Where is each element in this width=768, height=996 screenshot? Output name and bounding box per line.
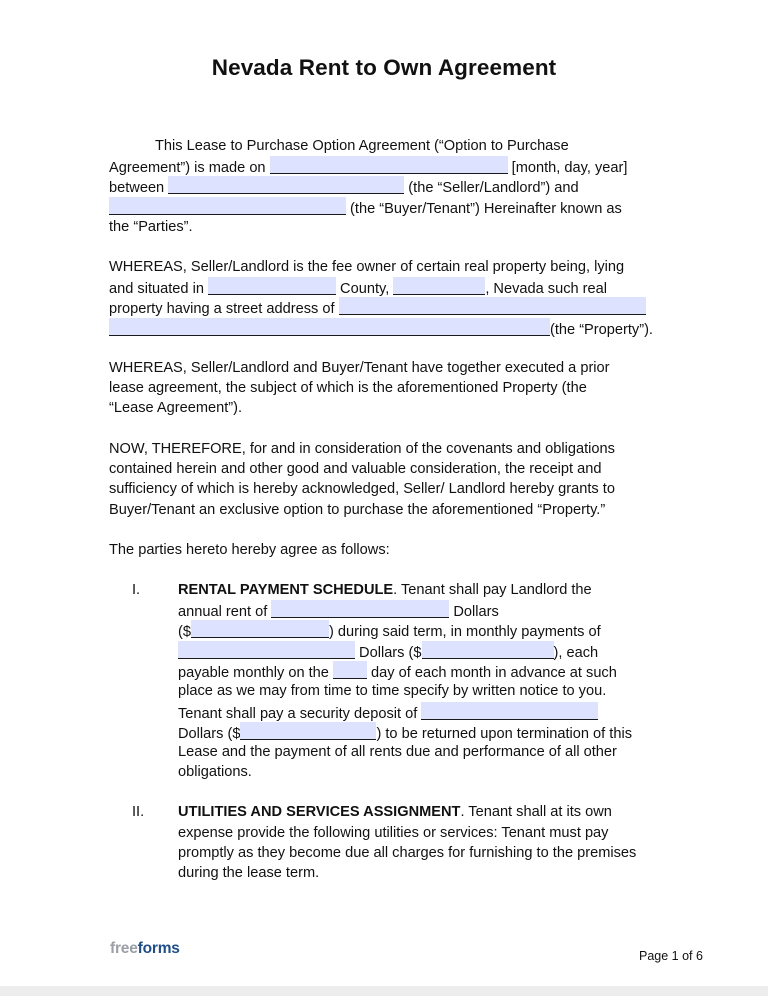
section-1-text: day of each month in advance at such (366, 665, 617, 681)
p2-line-2 (109, 277, 607, 298)
p1-text: [month, day, year] (507, 160, 628, 176)
section-1-text: Dollars ($ (178, 726, 241, 742)
section-1-heading: RENTAL PAYMENT SCHEDULE (178, 582, 394, 598)
freeforms-logo[interactable] (110, 940, 180, 958)
p2-text: County, (336, 281, 394, 297)
city-field[interactable] (393, 277, 485, 295)
p1-line-3 (109, 176, 579, 197)
section-1-line-3 (178, 620, 601, 641)
p3-line-1: WHEREAS, Seller/Landlord and Buyer/Tenant have together executed a prior (109, 360, 610, 376)
p3-line-2: lease agreement, the subject of which is the aforementioned Property (the (109, 380, 587, 396)
section-2-number: II. (132, 804, 145, 820)
section-1-number: I. (132, 582, 141, 598)
p1-text: (the “Buyer/Tenant”) Hereinafter known as (346, 201, 622, 217)
document-title: Nevada Rent to Own Agreement (211, 55, 557, 80)
p1-text: (the “Seller/Landlord”) and (404, 180, 579, 196)
section-1-line-9: Lease and the payment of all rents due and performance of all other (178, 744, 617, 760)
section-2-line-4: during the lease term. (178, 865, 320, 881)
section-1-text: . Tenant shall pay Landlord the (393, 582, 592, 598)
agreement-date-field[interactable] (270, 156, 508, 174)
section-1-text: payable monthly on the (178, 665, 333, 681)
section-1-line-1 (178, 580, 592, 601)
section-2-text: . Tenant shall at its own (460, 804, 612, 820)
p1-line-1: This Lease to Purchase Option Agreement (“Option to Purchase (155, 138, 569, 154)
p4-line-1: NOW, THEREFORE, for and in consideration of the covenants and obligations (109, 441, 615, 457)
p2-text: and situated in (109, 281, 208, 297)
section-2-line-1 (178, 802, 612, 823)
p3-line-3: “Lease Agreement”). (109, 400, 243, 416)
street-address-field-2[interactable] (109, 318, 550, 336)
security-deposit-field[interactable] (421, 702, 598, 720)
p5-line-1: The parties hereto hereby agree as follows: (109, 542, 390, 558)
seller-landlord-name-field[interactable] (168, 176, 404, 194)
p1-text: Agreement”) is made on (109, 160, 270, 176)
p2-line-1: WHEREAS, Seller/Landlord is the fee owner of certain real property being, lying (109, 259, 625, 275)
section-1-line-10: obligations. (178, 764, 252, 780)
section-1-line-5 (178, 661, 617, 682)
section-1-text: ), each (553, 645, 599, 661)
p4-line-3: sufficiency of which is hereby acknowledged, Seller/ Landlord hereby grants to (109, 481, 615, 497)
p2-text: property having a street address of (109, 301, 339, 317)
section-2-line-3: promptly as they become due all charges for furnishing to the premises (178, 845, 637, 861)
payment-day-field[interactable] (333, 661, 367, 679)
annual-rent-amount-field[interactable] (191, 620, 329, 638)
buyer-tenant-name-field[interactable] (109, 197, 346, 215)
section-1-text: ) during said term, in monthly payments of (328, 624, 601, 640)
section-1-text: Dollars (449, 604, 499, 620)
p1-text: between (109, 180, 169, 196)
section-2-heading: UTILITIES AND SERVICES ASSIGNMENT (178, 804, 461, 820)
section-2-line-2: expense provide the following utilities or services: Tenant must pay (178, 825, 609, 841)
street-address-field[interactable] (339, 297, 646, 315)
section-1-line-4 (178, 641, 598, 662)
p2-text: , Nevada such real (485, 281, 608, 297)
annual-rent-field[interactable] (271, 600, 449, 618)
p1-line-4 (109, 197, 622, 218)
page-number: Page 1 of 6 (639, 949, 703, 963)
section-1-text: ) to be returned upon termination of this (376, 726, 632, 742)
logo-forms: forms (137, 940, 180, 957)
logo-free: free (110, 940, 138, 957)
section-1-line-2 (178, 600, 499, 621)
p1-line-5: the “Parties”. (109, 219, 193, 235)
monthly-payment-field[interactable] (178, 641, 355, 659)
p2-line-4 (109, 318, 653, 339)
section-1-line-8 (178, 722, 632, 743)
section-1-text: ($ (178, 624, 191, 640)
section-1-text: annual rent of (178, 604, 272, 620)
county-field[interactable] (208, 277, 336, 295)
p4-line-4: Buyer/Tenant an exclusive option to purchase the aforementioned “Property.” (109, 502, 606, 518)
section-1-line-7 (178, 702, 598, 723)
section-1-line-6: place as we may from time to time specify by written notice to you. (178, 683, 607, 699)
p1-line-2 (109, 156, 627, 177)
p4-line-2: contained herein and other good and valuable consideration, the receipt and (109, 461, 602, 477)
monthly-payment-amount-field[interactable] (422, 641, 554, 659)
section-1-text: Tenant shall pay a security deposit of (178, 706, 422, 722)
section-1-text: Dollars ($ (355, 645, 422, 661)
p2-line-3 (109, 297, 646, 318)
security-deposit-amount-field[interactable] (240, 722, 376, 740)
page-bottom-edge (0, 986, 768, 996)
p2-text: (the “Property”). (550, 322, 653, 338)
